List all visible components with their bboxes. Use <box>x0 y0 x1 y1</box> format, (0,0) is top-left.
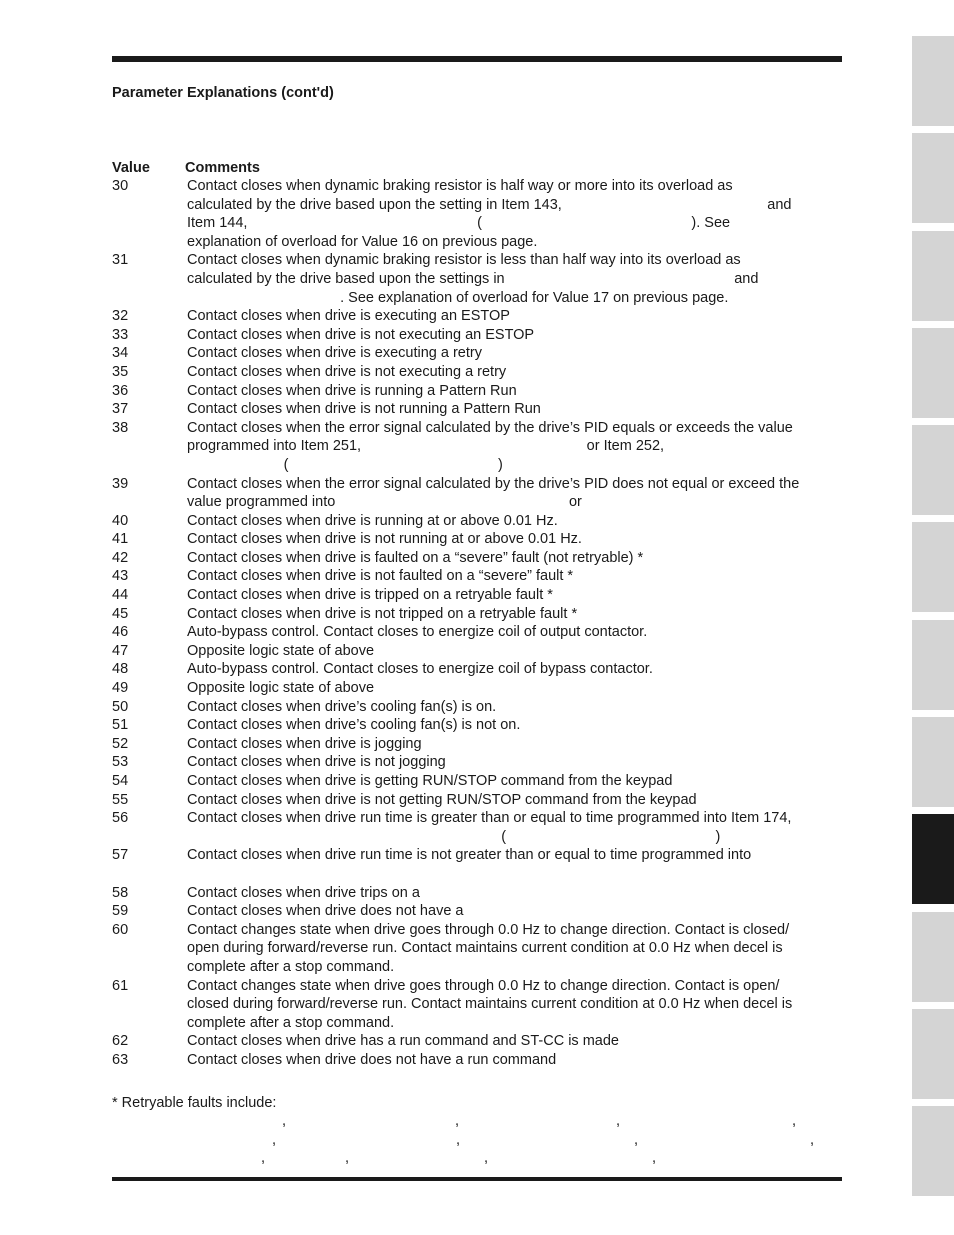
table-row <box>112 382 852 401</box>
row-value: 63 <box>112 1051 129 1068</box>
row-comment: calculated by the drive based upon the setting in Item 143, and <box>187 196 792 213</box>
table-row <box>112 679 852 698</box>
row-value: 50 <box>112 698 129 715</box>
row-value: 43 <box>112 568 129 585</box>
row-value: 61 <box>112 977 129 994</box>
fault-separator: , <box>455 1113 460 1129</box>
row-value: 46 <box>112 624 129 641</box>
table-row-continuation <box>112 865 852 884</box>
row-value <box>112 828 187 847</box>
row-comment <box>187 865 852 884</box>
table-row <box>112 567 852 586</box>
fault-separator: , <box>272 1131 277 1148</box>
row-comment: Auto-bypass control. Contact closes to energize coil of bypass contactor. <box>187 661 653 678</box>
parameter-value-table <box>112 177 852 1070</box>
table-row-continuation <box>112 437 852 456</box>
page-title: Parameter Explanations (cont'd) <box>112 85 334 101</box>
table-row <box>112 772 852 791</box>
table-row <box>112 475 852 494</box>
retryable-fault-list <box>112 1112 842 1168</box>
table-row-continuation <box>112 939 852 958</box>
row-comment: Contact closes when drive is jogging <box>187 735 422 752</box>
table-row <box>112 549 852 568</box>
fault-separator: , <box>282 1113 287 1129</box>
row-comment: Contact closes when drive is not executing an ESTOP <box>187 326 535 343</box>
table-row-continuation <box>112 289 852 308</box>
row-comment: Contact closes when drive is executing an ESTOP <box>187 308 510 325</box>
row-value <box>112 493 187 512</box>
row-comment: Contact closes when drive is getting RUN/STOP command from the keypad <box>187 773 673 789</box>
row-value: 42 <box>112 549 129 566</box>
table-row <box>112 921 852 940</box>
table-row-continuation <box>112 493 852 512</box>
fault-list-line <box>112 1149 842 1168</box>
table-row <box>112 698 852 717</box>
table-row-continuation <box>112 196 852 215</box>
row-comment: Contact closes when drive is not running at or above 0.01 Hz. <box>187 531 582 548</box>
row-value: 37 <box>112 401 129 418</box>
table-row <box>112 251 852 270</box>
row-value: 40 <box>112 512 129 529</box>
row-value: 30 <box>112 178 129 194</box>
row-comment: Opposite logic state of above <box>187 642 375 659</box>
row-comment: Contact closes when drive is not running a Pattern Run <box>187 401 541 418</box>
row-value <box>112 270 187 289</box>
row-comment: complete after a stop command. <box>187 1014 395 1031</box>
row-value <box>112 939 187 958</box>
row-value <box>112 214 187 233</box>
row-value: 45 <box>112 605 129 622</box>
table-row <box>112 809 852 828</box>
section-tab[interactable] <box>912 328 954 418</box>
row-comment: Contact closes when drive run time is greater than or equal to time programmed into Item 174, <box>187 810 792 827</box>
row-comment: Contact closes when drive is not executing a retry <box>187 363 507 380</box>
row-value: 51 <box>112 717 129 734</box>
table-row <box>112 735 852 754</box>
row-comment: Contact closes when drive is tripped on a retryable fault * <box>187 587 553 604</box>
table-row-continuation <box>112 270 852 289</box>
table-row <box>112 902 852 921</box>
section-tab[interactable] <box>912 1106 954 1196</box>
row-value <box>112 233 187 252</box>
table-row-continuation <box>112 958 852 977</box>
table-row <box>112 512 852 531</box>
row-comment: complete after a stop command. <box>187 958 395 975</box>
row-value: 56 <box>112 810 129 827</box>
table-row <box>112 344 852 363</box>
row-comment: Contact closes when drive trips on a <box>187 884 420 901</box>
section-tab[interactable] <box>912 912 954 1002</box>
section-tab[interactable] <box>912 231 954 321</box>
row-value: 41 <box>112 531 129 548</box>
section-tabs <box>912 36 954 1204</box>
row-comment: Auto-bypass control. Contact closes to energize coil of output contactor. <box>187 624 648 641</box>
table-row-continuation <box>112 1014 852 1033</box>
row-value: 55 <box>112 791 129 808</box>
table-row <box>112 363 852 382</box>
row-comment: Contact closes when drive is running a Pattern Run <box>187 382 517 399</box>
fault-separator: , <box>634 1131 639 1148</box>
row-comment: Contact closes when drive does not have a <box>187 903 464 920</box>
row-value: 53 <box>112 754 129 771</box>
fault-separator: , <box>792 1113 797 1129</box>
row-comment: explanation of overload for Value 16 on previous page. <box>187 233 538 250</box>
row-value <box>112 289 187 308</box>
row-value: 60 <box>112 921 129 938</box>
table-row-continuation <box>112 828 852 847</box>
row-value <box>112 995 187 1014</box>
row-comment: Contact closes when drive’s cooling fan(s) is on. <box>187 698 497 715</box>
row-comment: programmed into Item 251, or Item 252, <box>187 438 665 455</box>
row-value <box>112 1014 187 1033</box>
row-comment: Opposite logic state of above <box>187 680 375 697</box>
row-comment: Contact closes when drive is executing a retry <box>187 345 482 362</box>
table-row <box>112 177 852 196</box>
column-header-comments: Comments <box>185 160 260 176</box>
table-row <box>112 660 852 679</box>
column-header-value: Value <box>112 160 150 176</box>
table-row <box>112 1051 852 1070</box>
row-comment: Contact closes when drive is not faulted on a “severe” fault * <box>187 568 574 585</box>
row-value <box>112 456 187 475</box>
row-comment: Contact closes when drive does not have a run command <box>187 1051 557 1068</box>
section-tab[interactable] <box>912 36 954 126</box>
table-row <box>112 530 852 549</box>
fault-separator: , <box>345 1150 350 1167</box>
row-value: 49 <box>112 680 129 697</box>
row-value: 62 <box>112 1033 129 1050</box>
section-tab[interactable] <box>912 133 954 223</box>
row-value <box>112 958 187 977</box>
bottom-rule <box>112 1177 842 1181</box>
row-comment: ( ) <box>187 456 503 473</box>
table-row <box>112 623 852 642</box>
row-value: 58 <box>112 884 129 901</box>
row-comment: Contact closes when drive’s cooling fan(s) is not on. <box>187 717 521 734</box>
table-row <box>112 753 852 772</box>
table-row-continuation <box>112 995 852 1014</box>
row-comment: Contact closes when drive is not tripped on a retryable fault * <box>187 605 578 622</box>
fault-separator: , <box>616 1113 621 1129</box>
row-comment: value programmed into or <box>187 494 582 511</box>
table-row <box>112 586 852 605</box>
row-value: 31 <box>112 252 129 269</box>
fault-list-line <box>112 1131 842 1150</box>
fault-separator: , <box>652 1150 657 1167</box>
row-comment: Contact closes when the error signal calculated by the drive’s PID equals or exceeds the value <box>187 419 793 436</box>
row-value: 59 <box>112 903 129 920</box>
table-row <box>112 846 852 865</box>
fault-list-line <box>112 1112 842 1131</box>
row-comment: Contact closes when dynamic braking resistor is half way or more into its overload as <box>187 178 733 194</box>
row-comment: Item 144, ( ). See <box>187 215 731 232</box>
table-row <box>112 642 852 661</box>
table-row <box>112 1032 852 1051</box>
section-tab[interactable] <box>912 1009 954 1099</box>
row-value <box>112 196 187 215</box>
table-row <box>112 400 852 419</box>
row-value: 44 <box>112 587 129 604</box>
row-value: 35 <box>112 363 129 380</box>
row-comment: calculated by the drive based upon the settings in and <box>187 270 759 287</box>
row-comment: Contact closes when drive has a run command and ST-CC is made <box>187 1033 619 1050</box>
table-row <box>112 716 852 735</box>
table-row <box>112 326 852 345</box>
row-value: 39 <box>112 475 129 492</box>
row-comment: Contact closes when dynamic braking resistor is less than half way into its overload as <box>187 252 741 269</box>
table-row <box>112 791 852 810</box>
row-comment: Contact closes when drive is running at or above 0.01 Hz. <box>187 512 558 529</box>
table-row <box>112 884 852 903</box>
row-comment: Contact closes when drive is not jogging <box>187 754 446 771</box>
section-tab[interactable] <box>912 717 954 807</box>
row-value: 34 <box>112 345 129 362</box>
table-row <box>112 419 852 438</box>
row-comment: Contact changes state when drive goes through 0.0 Hz to change direction. Contact is open/ <box>187 977 780 994</box>
row-value: 33 <box>112 326 129 343</box>
section-tab-active[interactable] <box>912 814 954 904</box>
row-comment: Contact closes when the error signal calculated by the drive’s PID does not equal or exceed the <box>187 475 800 492</box>
fault-separator: , <box>484 1150 489 1167</box>
row-comment: Contact closes when drive run time is not greater than or equal to time programmed into <box>187 847 752 864</box>
section-tab[interactable] <box>912 522 954 612</box>
row-comment: . See explanation of overload for Value 17 on previous page. <box>187 289 729 306</box>
top-rule <box>112 56 842 62</box>
row-value: 54 <box>112 773 129 789</box>
section-tab[interactable] <box>912 425 954 515</box>
row-comment: Contact closes when drive is not getting RUN/STOP command from the keypad <box>187 791 697 808</box>
fault-separator: , <box>456 1131 461 1148</box>
row-value: 36 <box>112 382 129 399</box>
table-row <box>112 977 852 996</box>
row-value <box>112 437 187 456</box>
row-value: 48 <box>112 661 129 678</box>
table-row-continuation <box>112 214 852 233</box>
row-value <box>112 865 187 884</box>
fault-separator: , <box>261 1150 266 1167</box>
row-value: 32 <box>112 308 129 325</box>
row-comment: Contact closes when drive is faulted on a “severe” fault (not retryable) * <box>187 549 644 566</box>
table-row <box>112 605 852 624</box>
fault-separator: , <box>810 1131 815 1148</box>
row-comment: open during forward/reverse run. Contact maintains current condition at 0.0 Hz when decel is <box>187 940 783 957</box>
footnote: * Retryable faults include: <box>112 1095 277 1111</box>
table-row <box>112 307 852 326</box>
row-value: 52 <box>112 735 129 752</box>
row-value: 47 <box>112 642 129 659</box>
table-row-continuation <box>112 233 852 252</box>
row-comment: Contact changes state when drive goes through 0.0 Hz to change direction. Contact is closed/ <box>187 921 790 938</box>
row-comment: ( ) <box>187 828 721 845</box>
row-comment: closed during forward/reverse run. Contact maintains current condition at 0.0 Hz when decel is <box>187 996 793 1013</box>
row-value: 57 <box>112 847 129 864</box>
table-row-continuation <box>112 456 852 475</box>
row-value: 38 <box>112 419 129 436</box>
section-tab[interactable] <box>912 620 954 710</box>
